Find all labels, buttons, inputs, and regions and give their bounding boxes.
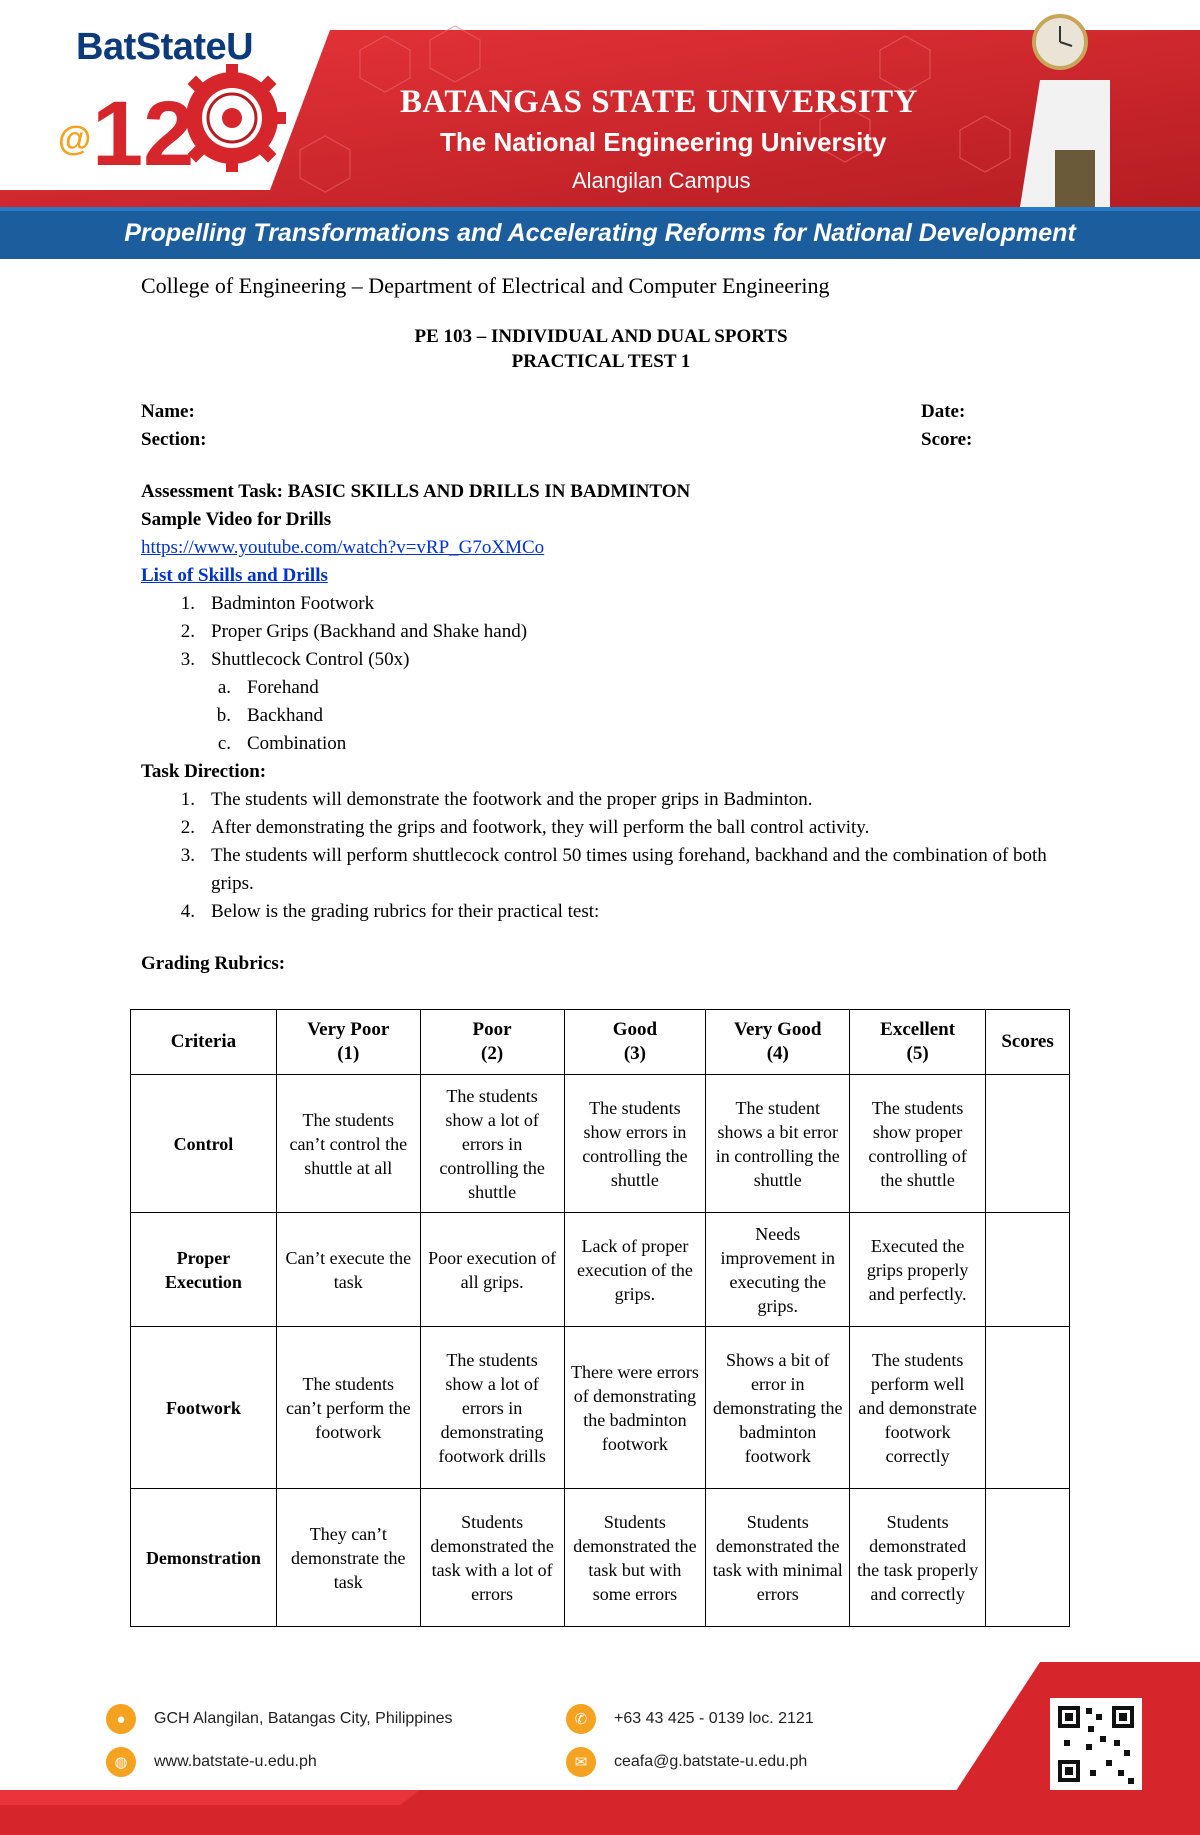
score-cell[interactable] [986, 1075, 1070, 1213]
svg-text:12: 12 [92, 83, 195, 185]
column-header: Poor (2) [420, 1010, 564, 1075]
table-cell: Students demonstrated the task but with some errors [564, 1489, 706, 1627]
email-link[interactable]: ceafa@g.batstate-u.edu.ph [614, 1753, 808, 1770]
table-cell: The students show errors in controlling the shuttle [564, 1075, 706, 1213]
tagline: Propelling Transformations and Accelerating Reforms for National Development [124, 219, 1076, 247]
list-item: 3. The students will perform shuttlecock control 50 times using forehand, backhand and the combination of both grips. [180, 845, 1047, 894]
criteria-cell: Footwork [131, 1327, 277, 1489]
test-title: PRACTICAL TEST 1 [511, 351, 691, 372]
criteria-cell: Demonstration [131, 1489, 277, 1627]
campus-name: Alangilan Campus [572, 168, 751, 193]
table-row [131, 1327, 1070, 1489]
table-cell: The students perform well and demonstrate footwork correctly [850, 1327, 986, 1489]
table-cell: The students show proper controlling of the shuttle [850, 1075, 986, 1213]
address-item [106, 1704, 453, 1734]
table-cell: Poor execution of all grips. [420, 1213, 564, 1327]
document-body [141, 272, 1081, 978]
course-title: PE 103 – INDIVIDUAL AND DUAL SPORTS [414, 326, 788, 347]
mail-icon: ✉ [566, 1747, 596, 1777]
list-item: 2. Proper Grips (Backhand and Shake hand) [180, 621, 528, 642]
skills-list [141, 590, 1081, 758]
website-item [106, 1747, 317, 1777]
email-item [566, 1747, 807, 1777]
list-item: 1. The students will demonstrate the footwork and the proper grips in Badminton. [180, 789, 813, 810]
name-date-row [141, 398, 977, 426]
score-cell[interactable] [986, 1213, 1070, 1327]
table-cell: Needs improvement in executing the grips. [706, 1213, 850, 1327]
table-header-row [131, 1010, 1070, 1075]
footer-graphic [0, 1650, 1200, 1835]
score-label: Score: [921, 429, 973, 450]
directions-list [141, 786, 1081, 926]
letterhead-footer [0, 1650, 1200, 1835]
table-row [131, 1213, 1070, 1327]
table-cell: They can’t demonstrate the task [276, 1489, 420, 1627]
qr-code-icon[interactable] [1050, 1698, 1142, 1790]
location-pin-icon: ● [106, 1704, 136, 1734]
column-header: Very Good (4) [706, 1010, 850, 1075]
table-row [131, 1075, 1070, 1213]
table-cell: The student shows a bit error in controlling the shuttle [706, 1075, 850, 1213]
column-header: Excellent (5) [850, 1010, 986, 1075]
letterhead-header [0, 0, 1200, 260]
assessment-task-label: Assessment Task: [141, 481, 284, 502]
university-subtitle: The National Engineering University [440, 127, 887, 157]
phone-item [566, 1704, 814, 1734]
table-cell: The students can’t control the shuttle at all [276, 1075, 420, 1213]
score-cell[interactable] [986, 1489, 1070, 1627]
criteria-cell: Control [131, 1075, 277, 1213]
name-label: Name: [141, 401, 195, 422]
svg-text:@: @ [58, 120, 92, 158]
globe-icon: ◍ [106, 1747, 136, 1777]
phone-icon: ✆ [566, 1704, 596, 1734]
column-header: Very Poor (1) [276, 1010, 420, 1075]
sample-video-label: Sample Video for Drills [141, 509, 332, 530]
phone-text: +63 43 425 - 0139 loc. 2121 [614, 1710, 814, 1727]
sub-list-item: b. Backhand [216, 705, 323, 726]
assessment-task-value: BASIC SKILLS AND DRILLS IN BADMINTON [287, 481, 691, 502]
grading-rubrics-heading: Grading Rubrics: [141, 953, 286, 974]
list-item: 3. Shuttlecock Control (50x) [180, 649, 410, 670]
website-link[interactable]: www.batstate-u.edu.ph [154, 1753, 317, 1770]
assessment-task [141, 478, 1081, 506]
score-cell[interactable] [986, 1327, 1070, 1489]
table-cell: The students can’t perform the footwork [276, 1327, 420, 1489]
table-cell: Executed the grips properly and perfectly. [850, 1213, 986, 1327]
column-header: Scores [986, 1010, 1070, 1075]
table-cell: There were errors of demonstrating the badminton footwork [564, 1327, 706, 1489]
sub-list-item: a. Forehand [217, 677, 319, 698]
task-direction-heading: Task Direction: [141, 761, 267, 782]
grading-rubric-table [130, 1009, 1070, 1627]
table-cell: Students demonstrated the task with a lot of errors [420, 1489, 564, 1627]
list-item: 4. Below is the grading rubrics for their practical test: [180, 901, 600, 922]
university-name: BATANGAS STATE UNIVERSITY [400, 84, 919, 120]
sample-video-link[interactable]: https://www.youtube.com/watch?v=vRP_G7oXMCo [141, 537, 545, 558]
list-item: 1. Badminton Footwork [180, 593, 375, 614]
list-item: 2. After demonstrating the grips and footwork, they will perform the ball control activity. [180, 817, 870, 838]
date-label: Date: [921, 401, 966, 422]
column-header: Criteria [131, 1010, 277, 1075]
address-text: GCH Alangilan, Batangas City, Philippines [154, 1710, 453, 1727]
sub-list-item: c. Combination [217, 733, 347, 754]
column-header: Good (3) [564, 1010, 706, 1075]
table-cell: Shows a bit of error in demonstrating the badminton footwork [706, 1327, 850, 1489]
table-cell: Lack of proper execution of the grips. [564, 1213, 706, 1327]
criteria-cell: Proper Execution [131, 1213, 277, 1327]
table-cell: The students show a lot of errors in demonstrating footwork drills [420, 1327, 564, 1489]
logo-wordmark: BatStateU [76, 26, 254, 68]
college-department: College of Engineering – Department of Electrical and Computer Engineering [141, 273, 830, 298]
table-cell: Students demonstrated the task properly and correctly [850, 1489, 986, 1627]
skills-list-heading[interactable]: List of Skills and Drills [141, 565, 328, 586]
section-label: Section: [141, 429, 207, 450]
table-cell: The students show a lot of errors in controlling the shuttle [420, 1075, 564, 1213]
table-row [131, 1489, 1070, 1627]
table-cell: Students demonstrated the task with minimal errors [706, 1489, 850, 1627]
section-score-row [141, 426, 977, 454]
table-cell: Can’t execute the task [276, 1213, 420, 1327]
